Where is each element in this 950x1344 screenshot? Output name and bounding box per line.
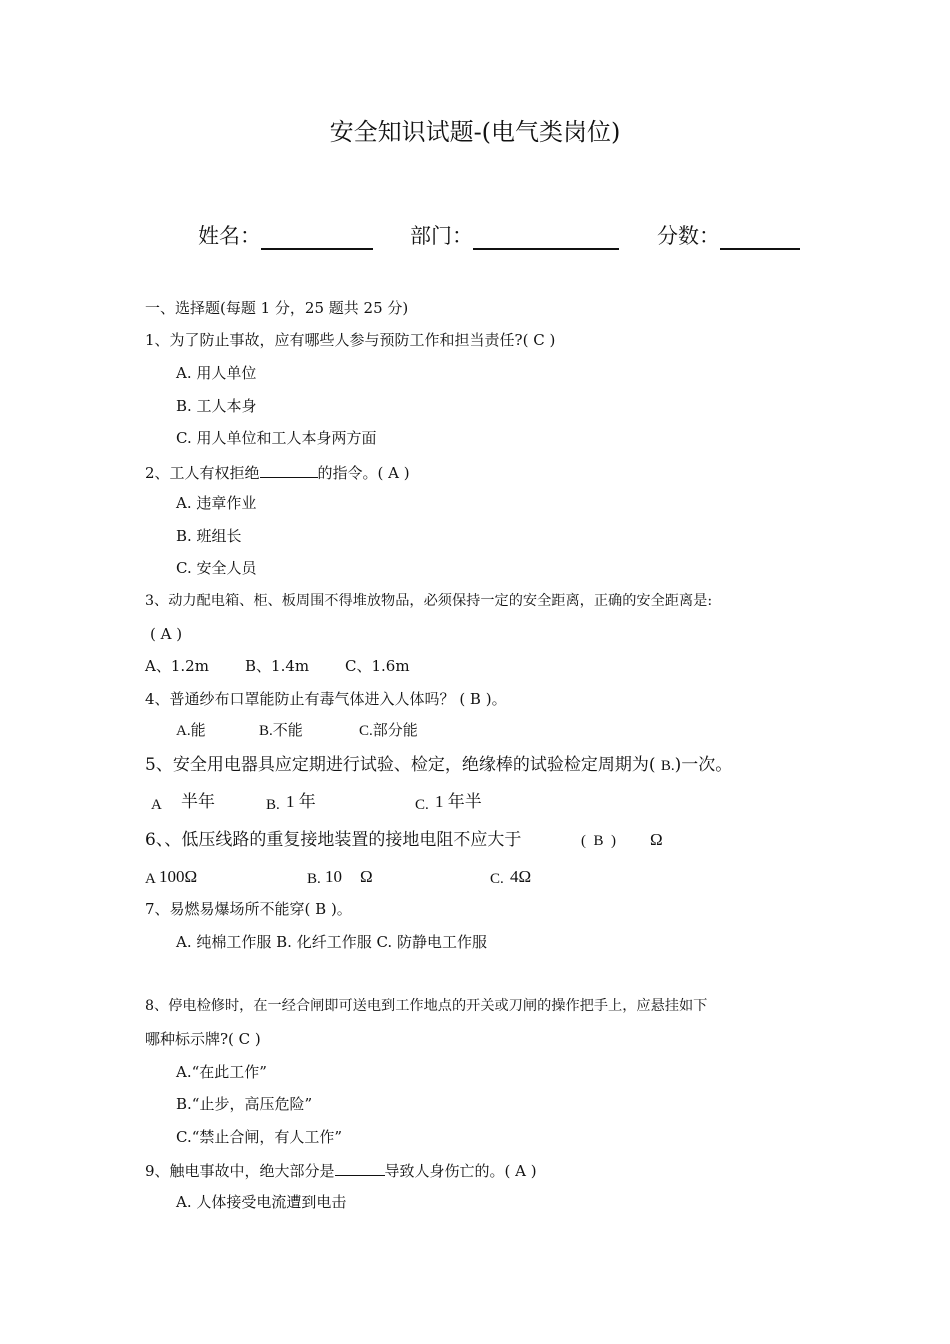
question-8-line-1: 8、停电检修时，在一经合闸即可送电到工作地点的开关或刀闸的操作把手上，应悬挂如下 (145, 998, 708, 1014)
q3-option-a: A、1.2m (145, 657, 209, 675)
name-blank (261, 226, 373, 250)
q6-option-b-unit: Ω (360, 867, 373, 886)
q2-text-after: 的指令。( A ) (317, 464, 410, 482)
q5-text-a: 5、安全用电器具应定期进行试验、检定，绝缘棒的试验检定周期为( (145, 755, 656, 775)
q5-text-b: )一次。 (674, 755, 733, 775)
q4-option-a: A.能 (176, 723, 206, 739)
q2-text-before: 2、工人有权拒绝 (145, 464, 260, 482)
q2-option-c: C. 安全人员 (176, 559, 257, 577)
q2-blank (260, 462, 318, 478)
score-blank (720, 226, 800, 250)
q6-option-b-letter: B. (307, 871, 321, 887)
score-label: 分数： (657, 224, 720, 248)
q5-option-b-text: 1 年 (286, 792, 316, 811)
q5-option-a-letter: A (151, 797, 162, 813)
score-field (657, 222, 800, 250)
q2-option-a: A. 违章作业 (176, 494, 257, 512)
q1-option-b: B. 工人本身 (176, 397, 257, 415)
q6-unit: Ω (650, 830, 663, 849)
question-9 (145, 1160, 537, 1180)
q6-option-a-letter: A (145, 871, 156, 887)
q6-answer: ( B ) (581, 833, 616, 849)
dept-field (410, 222, 619, 250)
q5-option-a-text: 半年 (181, 792, 215, 812)
name-label: 姓名： (198, 224, 261, 248)
question-4: 4、普通纱布口罩能防止有毒气体进入人体吗？ ( B )。 (145, 690, 507, 708)
q9-text-before: 9、触电事故中，绝大部分是 (145, 1162, 335, 1180)
dept-label: 部门： (410, 224, 473, 248)
q6-option-c-letter: C. (490, 871, 504, 887)
question-5 (145, 754, 732, 777)
question-7: 7、易燃易爆场所不能穿( B )。 (145, 900, 352, 918)
q6-text: 6、、低压线路的重复接地装置的接地电阻不应大于 (145, 830, 522, 850)
q4-option-b: B.不能 (259, 723, 303, 739)
q3-option-c: C、1.6m (345, 657, 410, 675)
name-field (198, 222, 373, 250)
q8-option-c: C.“禁止合闸，有人工作” (176, 1128, 343, 1146)
q9-option-a: A. 人体接受电流遭到电击 (176, 1193, 347, 1211)
q1-option-a: A. 用人单位 (176, 364, 257, 382)
question-1: 1、为了防止事故，应有哪些人参与预防工作和担当责任?( C ) (145, 331, 556, 349)
q5-option-c-text: 1 年半 (435, 792, 482, 811)
q8-option-a: A.“在此工作” (176, 1063, 267, 1081)
q3-option-b: B、1.4m (245, 657, 310, 675)
question-3: 3、动力配电箱、柜、板周围不得堆放物品，必须保持一定的安全距离，正确的安全距离是: (145, 593, 713, 609)
q6-option-c-text: 4Ω (510, 867, 532, 886)
section-heading: 一、选择题(每题 1 分，25 题共 25 分) (145, 299, 409, 317)
q4-option-c: C.部分能 (359, 723, 418, 739)
q1-option-c: C. 用人单位和工人本身两方面 (176, 429, 377, 447)
q6-option-a-text: 100Ω (159, 867, 198, 886)
q3-answer: ( A ) (150, 625, 183, 643)
q5-answer: B. (660, 758, 675, 774)
page-title: 安全知识试题-(电气类岗位) (329, 118, 621, 146)
q2-option-b: B. 班组长 (176, 527, 242, 545)
q5-option-c-letter: C. (415, 797, 429, 813)
question-8-line-2: 哪种标示牌?( C ) (145, 1030, 261, 1048)
question-6 (145, 829, 521, 851)
q9-blank (335, 1160, 385, 1176)
q6-option-b-text: 10 (325, 867, 342, 886)
q9-text-after: 导致人身伤亡的。( A ) (384, 1162, 537, 1180)
q7-options: A. 纯棉工作服 B. 化纤工作服 C. 防静电工作服 (176, 933, 487, 951)
dept-blank (473, 226, 619, 250)
q5-option-b-letter: B. (266, 797, 280, 813)
question-2 (145, 462, 410, 482)
q8-option-b: B.“止步，高压危险” (176, 1095, 313, 1113)
